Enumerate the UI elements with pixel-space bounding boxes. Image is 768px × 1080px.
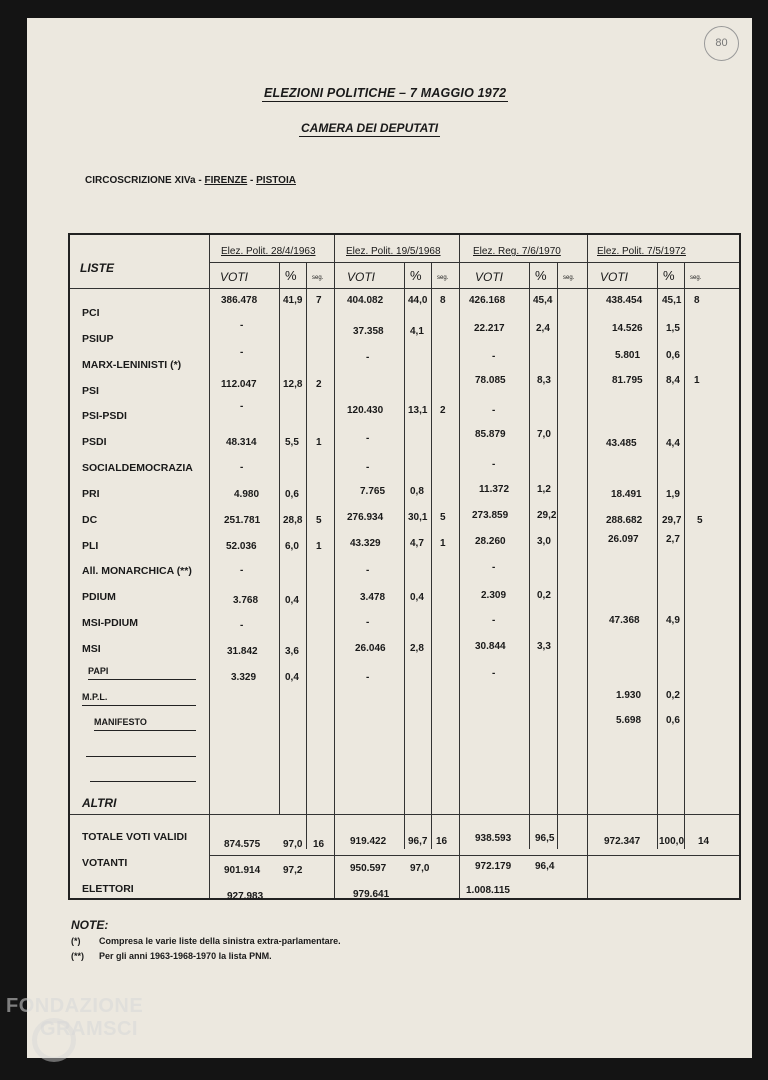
election-title: Elez. Polit. 28/4/1963 <box>221 246 316 257</box>
value-cell: 1 <box>440 538 446 549</box>
total-cell: 972.179 <box>475 861 512 872</box>
party-label: ALTRI <box>82 796 117 810</box>
value-cell: 11.372 <box>479 484 510 495</box>
watermark <box>6 995 143 1041</box>
value-cell: 37.358 <box>353 326 384 337</box>
value-cell: 1,9 <box>666 489 680 500</box>
value-cell: 81.795 <box>612 375 643 386</box>
value-cell: 41,9 <box>283 295 303 306</box>
total-cell: 96,7 <box>408 836 428 847</box>
value-cell: 44,0 <box>408 295 428 306</box>
value-cell: 438.454 <box>606 295 643 306</box>
circoscrizione: CIRCOSCRIZIONE XIVa - FIRENZE - PISTOIA <box>85 175 296 186</box>
circoscrizione-city: PISTOIA <box>256 175 296 186</box>
value-cell: - <box>366 433 370 444</box>
value-cell: 1,5 <box>666 323 680 334</box>
pct-header: % <box>535 268 547 283</box>
value-cell: 2.309 <box>481 590 507 601</box>
value-cell: 26.046 <box>355 643 386 654</box>
value-cell: 5 <box>697 515 703 526</box>
seg-header: seg. <box>563 275 575 281</box>
value-cell: - <box>492 351 496 362</box>
value-cell: - <box>240 565 244 576</box>
value-cell: - <box>492 459 496 470</box>
pct-header: % <box>285 268 297 283</box>
voti-header: VOTI <box>600 270 629 284</box>
party-label: PSI-PSDI <box>82 410 127 422</box>
value-cell: 3.768 <box>233 595 259 606</box>
notes-heading: NOTE: <box>71 918 109 932</box>
value-cell: 48.314 <box>226 437 257 448</box>
value-cell: 47.368 <box>609 615 640 626</box>
value-cell: 29,2 <box>537 510 557 521</box>
party-label: PLI <box>82 540 99 552</box>
party-label: MARX-LENINISTI (*) <box>82 359 182 371</box>
seg-header: seg. <box>312 275 324 281</box>
value-cell: - <box>240 320 244 331</box>
party-label: PCI <box>82 307 100 319</box>
liste-header: LISTE <box>80 261 115 275</box>
value-cell: 5 <box>316 515 322 526</box>
value-cell: - <box>366 352 370 363</box>
value-cell: 8,4 <box>666 375 680 386</box>
note-text: Per gli anni 1963-1968-1970 la lista PNM. <box>99 951 272 961</box>
value-cell: 4.980 <box>234 489 260 500</box>
pct-header: % <box>410 268 422 283</box>
value-cell: 0,4 <box>285 595 299 606</box>
value-cell: 276.934 <box>347 512 384 523</box>
value-cell: 28,8 <box>283 515 303 526</box>
total-cell: 16 <box>313 839 325 850</box>
total-cell: 927.983 <box>227 891 264 902</box>
value-cell: 31.842 <box>227 646 258 657</box>
value-cell: 12,8 <box>283 379 303 390</box>
value-cell: 3,3 <box>537 641 551 652</box>
value-cell: 30,1 <box>408 512 428 523</box>
total-cell: 874.575 <box>224 839 261 850</box>
party-label: PDIUM <box>82 591 116 603</box>
value-cell: 7 <box>316 295 322 306</box>
seg-header: seg. <box>437 275 449 281</box>
value-cell: 4,4 <box>666 438 680 449</box>
value-cell: - <box>492 405 496 416</box>
value-cell: 5 <box>440 512 446 523</box>
party-label: PAPI <box>88 666 109 676</box>
value-cell: 0,6 <box>285 489 299 500</box>
value-cell: 3,0 <box>537 536 551 547</box>
results-table <box>68 233 741 900</box>
total-cell: 950.597 <box>350 863 387 874</box>
circoscrizione-label: CIRCOSCRIZIONE XIVa <box>85 175 196 186</box>
total-cell: 938.593 <box>475 833 512 844</box>
value-cell: 4,9 <box>666 615 680 626</box>
value-cell: 8,3 <box>537 375 551 386</box>
seg-header: seg. <box>690 275 702 281</box>
value-cell: 4,7 <box>410 538 424 549</box>
totals-label: TOTALE VOTI VALIDI <box>82 831 187 843</box>
value-cell: 43.485 <box>606 438 637 449</box>
value-cell: 2,7 <box>666 534 680 545</box>
totals-label: ELETTORI <box>82 883 134 895</box>
value-cell: 30.844 <box>475 641 506 652</box>
value-cell: 120.430 <box>347 405 384 416</box>
voti-header: VOTI <box>220 270 249 284</box>
note-mark: (*) <box>71 936 81 946</box>
value-cell: 8 <box>440 295 446 306</box>
value-cell: 22.217 <box>474 323 505 334</box>
value-cell: - <box>240 620 244 631</box>
value-cell: 1 <box>694 375 700 386</box>
value-cell: 112.047 <box>221 379 257 390</box>
value-cell: 7.765 <box>360 486 386 497</box>
total-cell: 972.347 <box>604 836 641 847</box>
value-cell: 386.478 <box>221 295 258 306</box>
party-label: MANIFESTO <box>94 717 147 727</box>
value-cell: 5,5 <box>285 437 299 448</box>
party-label: PSI <box>82 385 99 397</box>
value-cell: - <box>366 462 370 473</box>
total-cell: 979.641 <box>353 889 390 900</box>
value-cell: 26.097 <box>608 534 639 545</box>
total-cell: 100,0 <box>659 836 685 847</box>
total-cell: 14 <box>698 836 710 847</box>
value-cell: 2 <box>440 405 446 416</box>
note-mark: (**) <box>71 951 84 961</box>
value-cell: - <box>492 668 496 679</box>
total-cell: 97,0 <box>283 839 303 850</box>
value-cell: 3.478 <box>360 592 386 603</box>
value-cell: 0,8 <box>410 486 424 497</box>
total-cell: 16 <box>436 836 448 847</box>
document-page <box>27 18 752 1058</box>
value-cell: 78.085 <box>475 375 506 386</box>
value-cell: 0,6 <box>666 350 680 361</box>
value-cell: 0,4 <box>285 672 299 683</box>
value-cell: 28.260 <box>475 536 506 547</box>
value-cell: 29,7 <box>662 515 682 526</box>
value-cell: - <box>492 562 496 573</box>
value-cell: 426.168 <box>469 295 506 306</box>
value-cell: - <box>366 565 370 576</box>
value-cell: 4,1 <box>410 326 424 337</box>
voti-header: VOTI <box>475 270 504 284</box>
total-cell: 97,2 <box>283 865 303 876</box>
value-cell: - <box>240 401 244 412</box>
party-label: PRI <box>82 488 100 500</box>
total-cell: 97,0 <box>410 863 430 874</box>
value-cell: 7,0 <box>537 429 551 440</box>
value-cell: 3.329 <box>231 672 257 683</box>
total-cell: 901.914 <box>224 865 261 876</box>
value-cell: 0,2 <box>537 590 551 601</box>
value-cell: 8 <box>694 295 700 306</box>
election-title: Elez. Reg. 7/6/1970 <box>473 246 561 257</box>
value-cell: 43.329 <box>350 538 381 549</box>
value-cell: - <box>240 347 244 358</box>
value-cell: - <box>366 617 370 628</box>
total-cell: 96,5 <box>535 833 555 844</box>
total-cell: 1.008.115 <box>466 885 510 896</box>
value-cell: 6,0 <box>285 541 299 552</box>
value-cell: 14.526 <box>612 323 643 334</box>
value-cell: 5.801 <box>615 350 641 361</box>
party-label: MSI-PDIUM <box>82 617 138 629</box>
value-cell: 273.859 <box>472 510 509 521</box>
party-label: All. MONARCHICA (**) <box>82 565 192 577</box>
page-number: 80 <box>704 26 739 61</box>
value-cell: 52.036 <box>226 541 257 552</box>
value-cell: 0,2 <box>666 690 680 701</box>
election-title: Elez. Polit. 7/5/1972 <box>597 246 686 257</box>
total-cell: 919.422 <box>350 836 387 847</box>
voti-header: VOTI <box>347 270 376 284</box>
party-label: SOCIALDEMOCRAZIA <box>82 462 193 474</box>
pct-header: % <box>663 268 675 283</box>
document-subtitle: CAMERA DEI DEPUTATI <box>301 121 439 135</box>
party-label: PSIUP <box>82 333 114 345</box>
value-cell: 45,1 <box>662 295 682 306</box>
election-title: Elez. Polit. 19/5/1968 <box>346 246 441 257</box>
value-cell: 2 <box>316 379 322 390</box>
party-label: M.P.L. <box>82 692 108 702</box>
party-label: MSI <box>82 643 101 655</box>
value-cell: 1.930 <box>616 690 642 701</box>
value-cell: 288.682 <box>606 515 643 526</box>
party-label: DC <box>82 514 98 526</box>
value-cell: 1 <box>316 437 322 448</box>
note-text: Compresa le varie liste della sinistra extra-parlamentare. <box>99 936 341 946</box>
totals-label: VOTANTI <box>82 857 128 869</box>
value-cell: - <box>366 672 370 683</box>
party-label: PSDI <box>82 436 107 448</box>
value-cell: 404.082 <box>347 295 384 306</box>
value-cell: 18.491 <box>611 489 642 500</box>
value-cell: 3,6 <box>285 646 299 657</box>
total-cell: 96,4 <box>535 861 555 872</box>
value-cell: 1 <box>316 541 322 552</box>
value-cell: 0,6 <box>666 715 680 726</box>
value-cell: 2,4 <box>536 323 550 334</box>
watermark-line: GRAMSCI <box>40 1018 138 1040</box>
document-title: ELEZIONI POLITICHE – 7 MAGGIO 1972 <box>264 86 507 100</box>
value-cell: 251.781 <box>224 515 261 526</box>
value-cell: - <box>240 462 244 473</box>
value-cell: - <box>492 615 496 626</box>
circoscrizione-city: FIRENZE <box>204 175 248 186</box>
value-cell: 5.698 <box>616 715 642 726</box>
value-cell: 2,8 <box>410 643 424 654</box>
notes-section <box>71 918 341 964</box>
value-cell: 1,2 <box>537 484 551 495</box>
value-cell: 13,1 <box>408 405 428 416</box>
value-cell: 45,4 <box>533 295 553 306</box>
value-cell: 0,4 <box>410 592 424 603</box>
watermark-line: FONDAZIONE <box>6 995 144 1017</box>
value-cell: 85.879 <box>475 429 506 440</box>
